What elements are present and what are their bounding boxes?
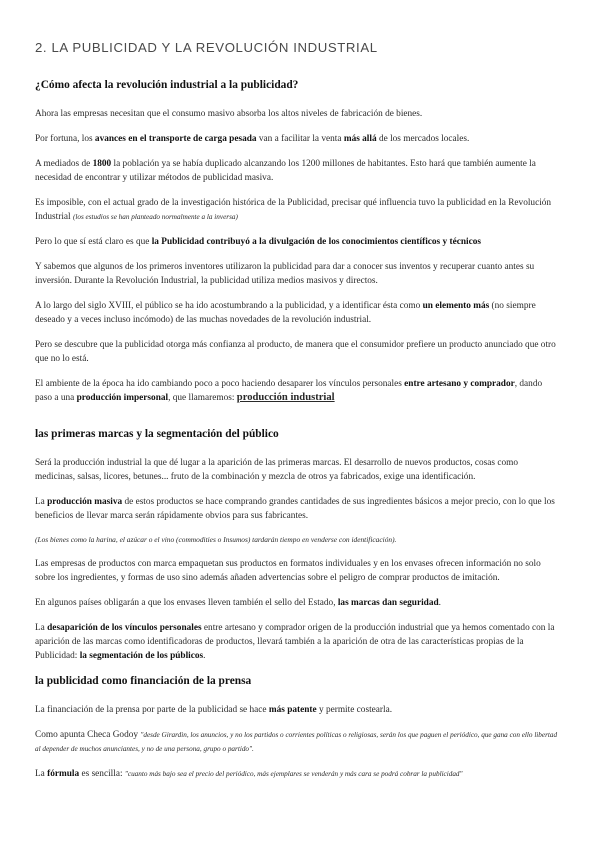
paragraph-note: (Los bienes como la harina, el azúcar o el vino (commodities o Insumos) tardarán tiempo en venderse con identificación). <box>35 535 397 544</box>
paragraph: En algunos países obligarán a que los envases lleven también el sello del Estado, las marcas dan seguridad. <box>35 598 441 608</box>
paragraph: A mediados de 1800 la población ya se había duplicado alcanzando los 1200 millones de habitantes. Esto hará que también aumente la necesidad de encontrar y utilizar métodos de publicidad masiva. <box>35 159 536 183</box>
paragraph: La desaparición de los vínculos personales entre artesano y comprador origen de la producción industrial que ya hemos comentado con la aparición de las marcas como identificadoras de productos, llevará también a la aparición de otra de las características propias de la Publicidad: la segmentación de los públicos. <box>35 623 555 661</box>
paragraph: Pero lo que sí está claro es que la Publicidad contribuyó a la divulgación de los conocimientos científicos y técnicos <box>35 237 481 247</box>
paragraph: Y sabemos que algunos de los primeros inventores utilizaron la publicidad para dar a conocer sus inventos y recuperar cuanto antes su inversión. Durante la Revolución Industrial, la publicidad utiliza medios masivos y directos. <box>35 262 535 286</box>
paragraph: Ahora las empresas necesitan que el consumo masivo absorba los altos niveles de fabricación de bienes. <box>35 109 423 119</box>
underlined-term: producción industrial <box>236 392 335 403</box>
paragraph: Por fortuna, los avances en el transporte de carga pesada van a facilitar la venta más allá de los mercados locales. <box>35 134 470 144</box>
paragraph: A lo largo del siglo XVIII, el público se ha ido acostumbrando a la publicidad, y a identificar ésta como un elemento más (no siempre deseado y a veces incluso incómodo) de las muchas novedades de la revolución industrial. <box>35 301 536 325</box>
paragraph: La financiación de la prensa por parte de la publicidad se hace más patente y permite costearla. <box>35 705 393 715</box>
heading-prensa: la publicidad como financiación de la prensa <box>35 675 252 687</box>
paragraph: Es imposible, con el actual grado de la investigación histórica de la Publicidad, precisar qué influencia tuvo la publicidad en la Revolución Industrial (los estudios se han planteado normalmente a la inversa) <box>35 198 552 222</box>
paragraph: La producción masiva de estos productos se hace comprando grandes cantidades de sus ingredientes básicos a mejor precio, con lo que los beneficios de llevar marca serán rápidamente obvios para sus fabricantes. <box>35 497 555 521</box>
paragraph: Como apunta Checa Godoy "desde Girardin, los anuncios, y no los partidos o corrientes políticas o religiosas, serán los que paguen el periódico, que gana con ello libertad al depender de muchos anunciantes, y no de una persona, grupo o partido". <box>35 730 558 753</box>
paragraph: El ambiente de la época ha ido cambiando poco a poco haciendo desaparer los vínculos personales entre artesano y comprador, dando paso a una producción impersonal, que llamaremos: producción industrial <box>35 379 543 403</box>
heading-revolucion: ¿Cómo afecta la revolución industrial a la publicidad? <box>35 79 299 91</box>
paragraph: Pero se descubre que la publicidad otorga más confianza al producto, de manera que el consumidor prefiere un producto anunciado que otro que no lo está. <box>35 340 556 364</box>
paragraph: Será la producción industrial la que dé lugar a la aparición de las primeras marcas. El desarrollo de nuevos productos, cosas como medicinas, salsas, licores, betunes... fruto de la combinación y mezcla de otros ya fabricados, exige una identificación. <box>35 458 519 482</box>
paragraph: Las empresas de productos con marca empaquetan sus productos en formatos individuales y en los envases ofrecen información no solo sobre los ingredientes, y formas de uso sino además añaden advertencias sobre el peligro de comprar productos de imitación. <box>35 559 541 583</box>
section-title: 2. LA PUBLICIDAD Y LA REVOLUCIÓN INDUSTRIAL <box>35 40 378 55</box>
heading-marcas: las primeras marcas y la segmentación del público <box>35 428 279 440</box>
paragraph: La fórmula es sencilla: "cuanto más bajo sea el precio del periódico, más ejemplares se venderán y más cara se podrá cobrar la publicidad" <box>35 769 463 779</box>
